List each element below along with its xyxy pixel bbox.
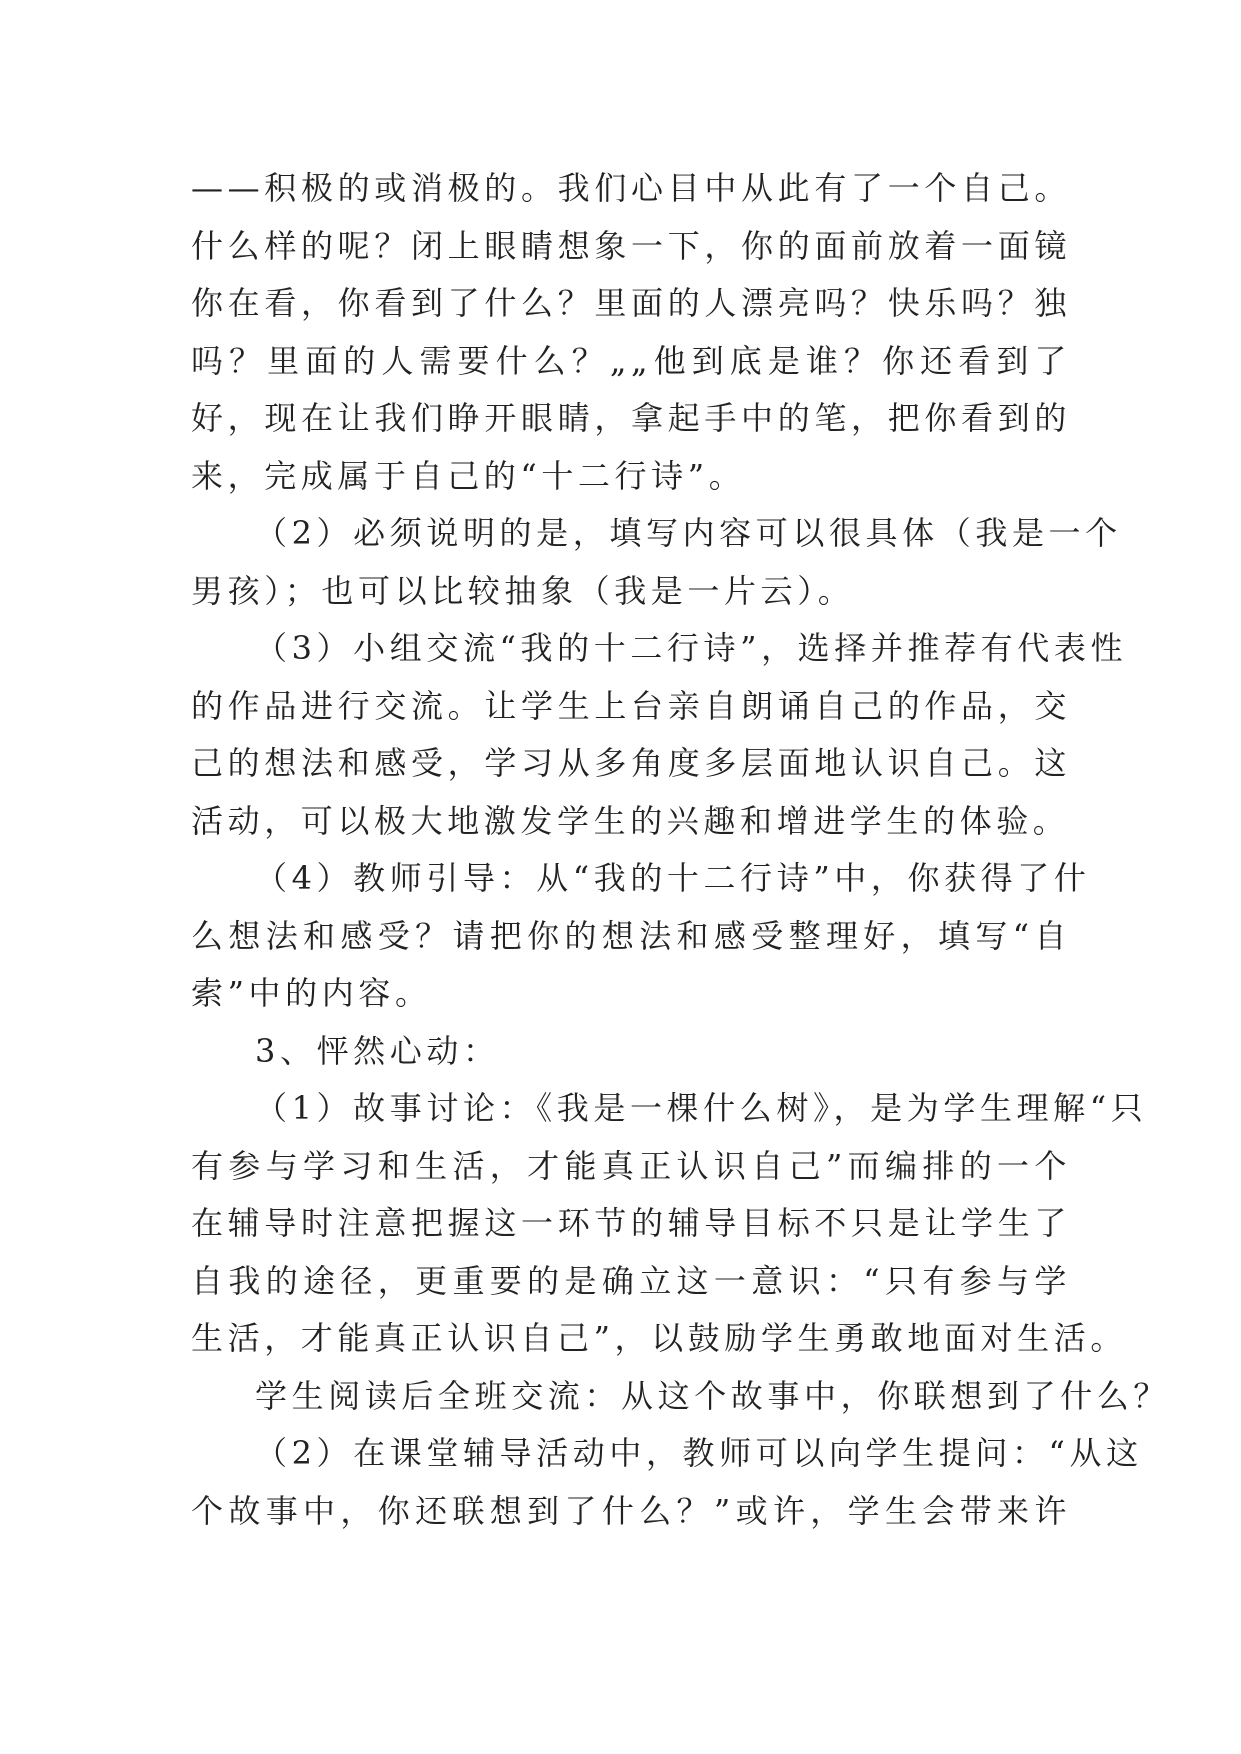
text-line: 索”中的内容。 xyxy=(191,974,432,1012)
text-line: 有参与学习和生活，才能真正认识自己”而编排的一个 xyxy=(191,1146,1071,1185)
text-line: ——积极的或消极的。我们心目中从此有了一个自己。 xyxy=(191,169,1071,207)
text-line: 好，现在让我们睁开眼睛，拿起手中的笔，把你看到的 xyxy=(191,399,1071,437)
paragraph-start-line: （3）小组交流“我的十二行诗”，选择并推荐有代表性 xyxy=(255,629,1128,667)
paragraph-start-line: （4）教师引导：从“我的十二行诗”中，你获得了什 xyxy=(255,859,1091,897)
text-line: 你在看，你看到了什么？里面的人漂亮吗？快乐吗？独 xyxy=(191,284,1071,322)
text-line: 己的想法和感受，学习从多角度多层面地认识自己。这 xyxy=(191,744,1071,782)
text-line: 个故事中，你还联想到了什么？”或许，学生会带来许 xyxy=(191,1491,1071,1530)
body-text xyxy=(191,160,1171,1540)
text-line: 什么样的呢？闭上眼睛想象一下，你的面前放着一面镜 xyxy=(191,226,1071,265)
text-line: 活动，可以极大地激发学生的兴趣和增进学生的体验。 xyxy=(191,801,1070,840)
text-line: 么想法和感受？请把你的想法和感受整理好，填写“自 xyxy=(191,916,1071,955)
text-line: 生活，才能真正认识自己”，以鼓励学生勇敢地面对生活。 xyxy=(191,1319,1127,1357)
paragraph-start-line: （1）故事讨论：《我是一棵什么树》，是为学生理解“只 xyxy=(255,1089,1148,1127)
paragraph-start-line: （2）必须说明的是，填写内容可以很具体（我是一个 xyxy=(255,514,1122,552)
text-line: 男孩）；也可以比较抽象（我是一片云）。 xyxy=(191,571,855,610)
paragraph-start-line: 学生阅读后全班交流：从这个故事中，你联想到了什么？ xyxy=(255,1376,1171,1415)
text-line: 吗？里面的人需要什么？„„他到底是谁？你还看到了 xyxy=(191,341,1071,380)
text-line: 自我的途径，更重要的是确立这一意识：“只有参与学 xyxy=(191,1261,1071,1300)
text-line: 来，完成属于自己的“十二行诗”。 xyxy=(191,456,746,495)
text-line: 在辅导时注意把握这一环节的辅导目标不只是让学生了 xyxy=(191,1204,1071,1242)
text-line: 的作品进行交流。让学生上台亲自朗诵自己的作品，交 xyxy=(191,686,1071,725)
section-heading: 3、怦然心动： xyxy=(255,1031,500,1070)
paragraph-start-line: （2）在课堂辅导活动中，教师可以向学生提问：“从这 xyxy=(255,1434,1143,1472)
